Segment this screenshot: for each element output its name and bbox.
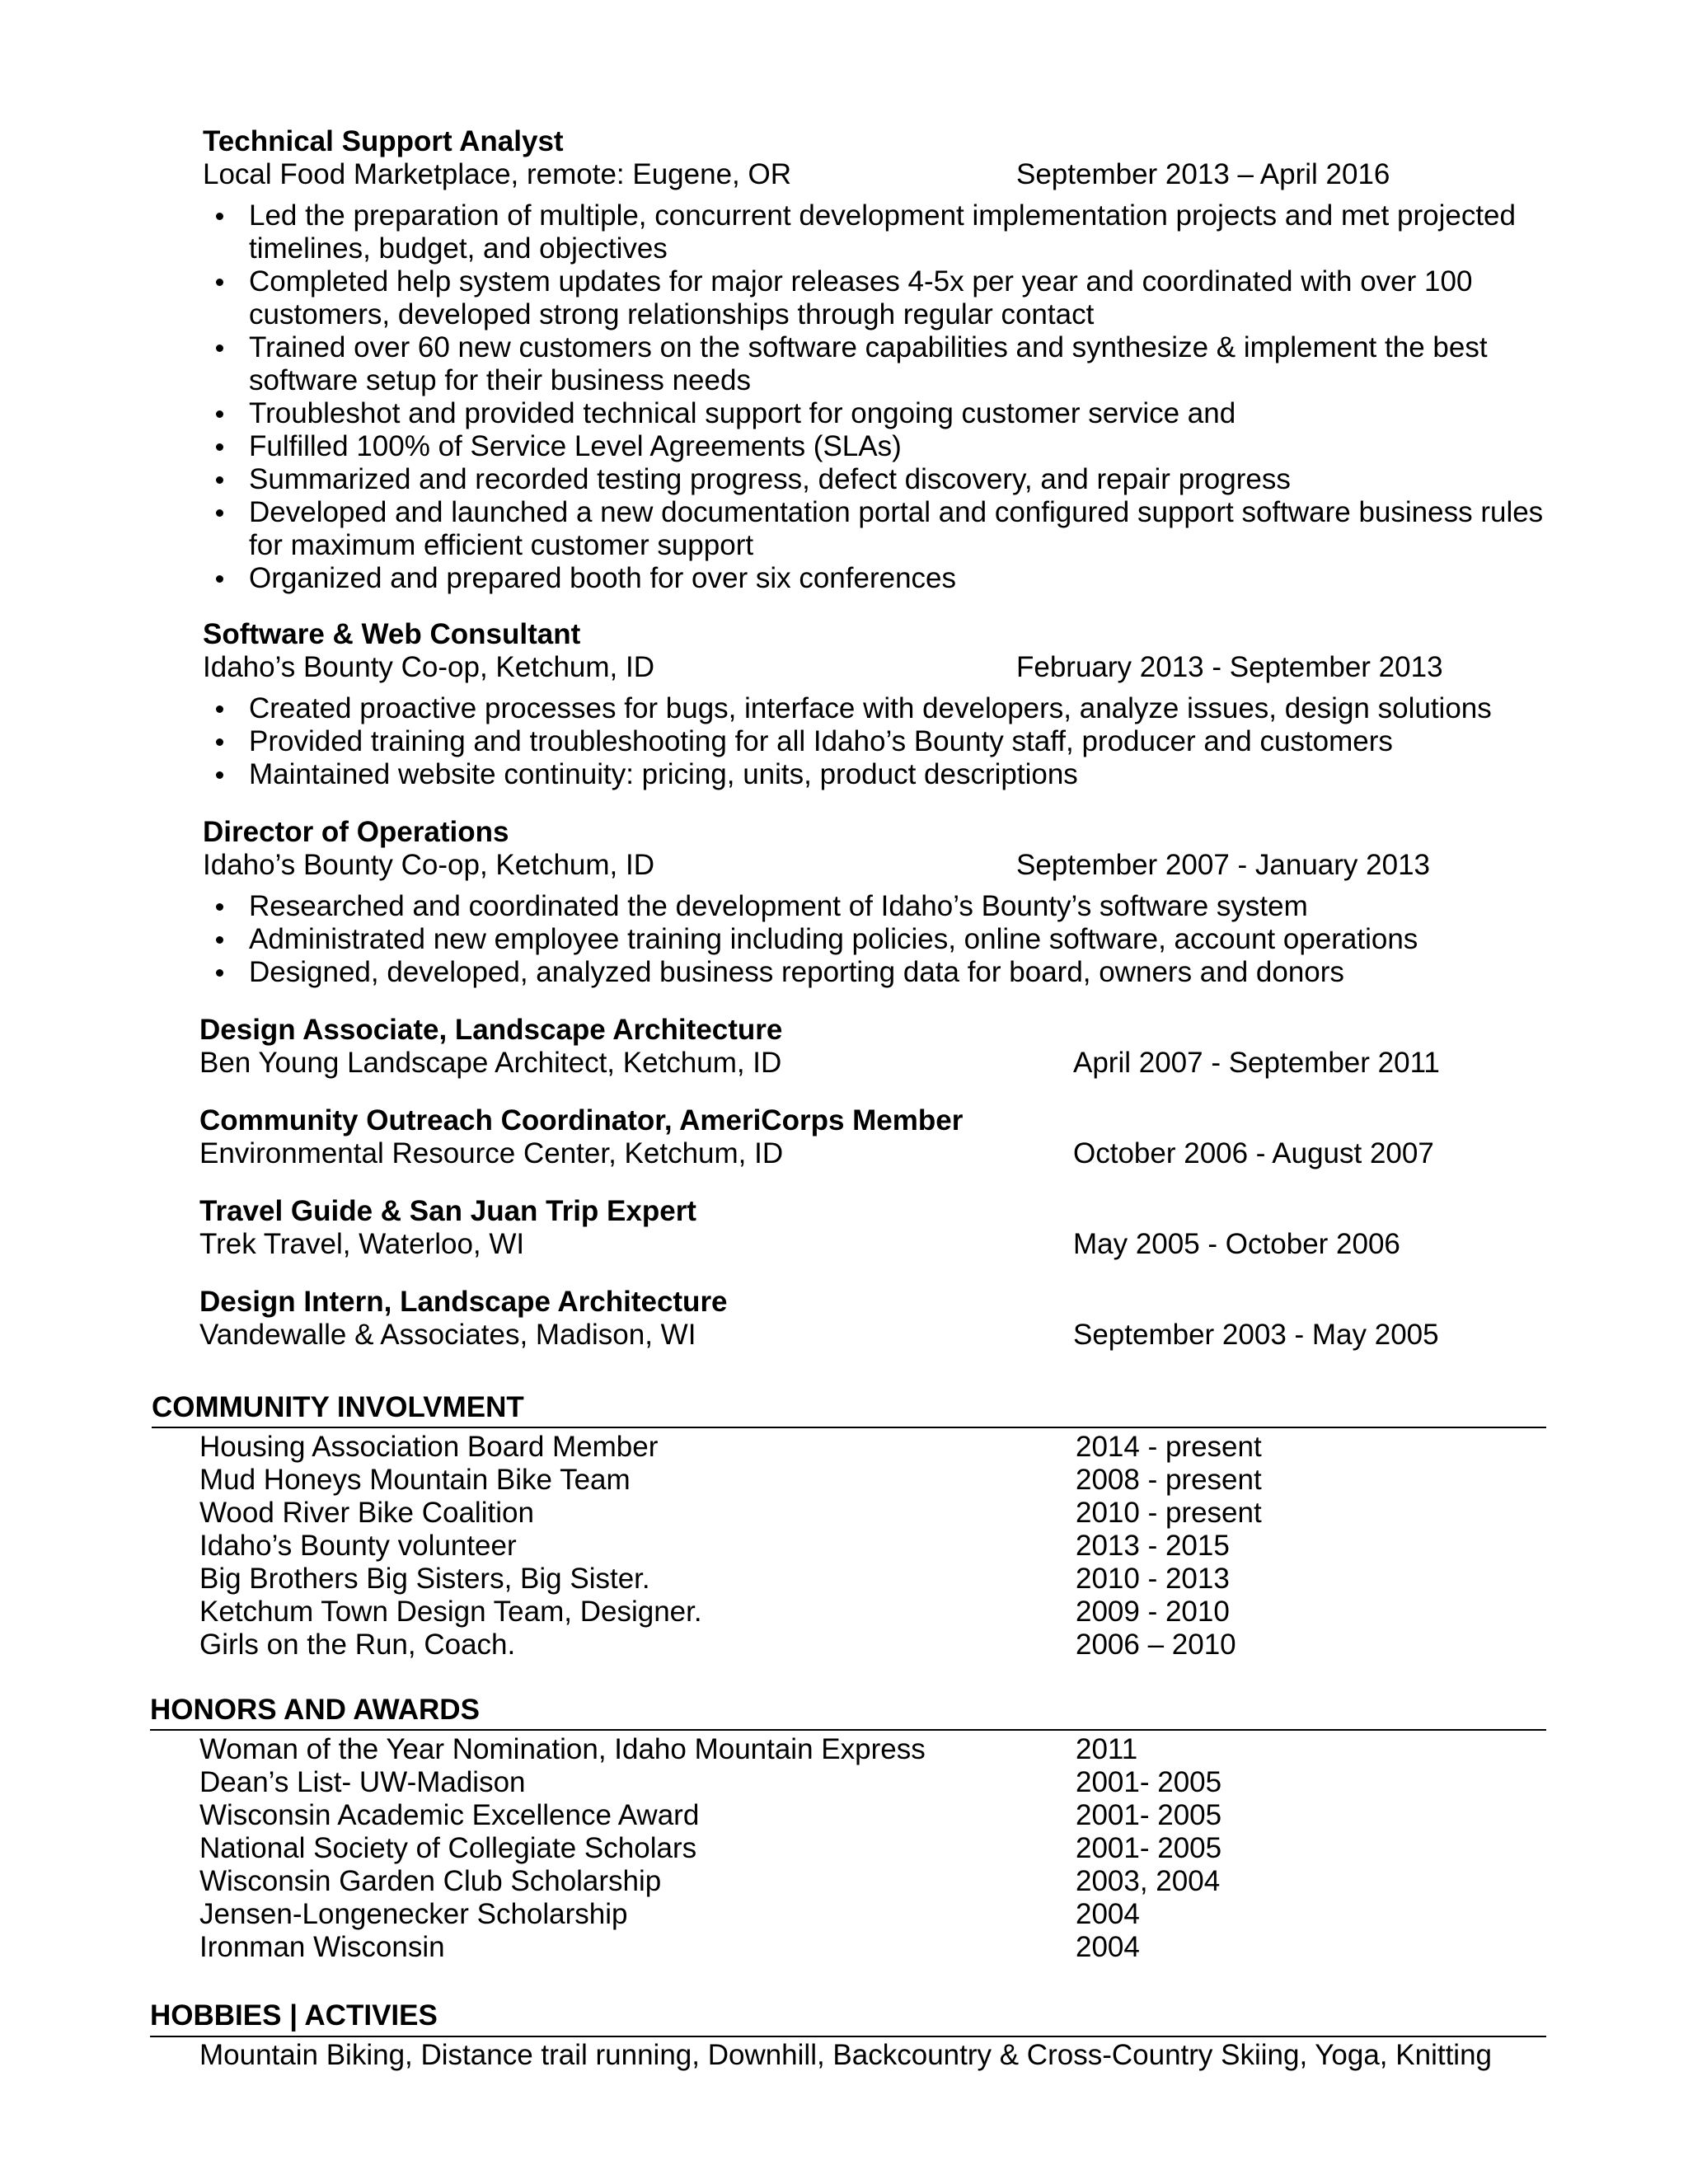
community-name: Wood River Bike Coalition [199, 1497, 534, 1529]
honor-name: Jensen-Longenecker Scholarship [199, 1898, 628, 1930]
section-heading: HOBBIES | ACTIVIES [150, 1999, 438, 2032]
job-org: Environmental Resource Center, Ketchum, ID [199, 1137, 784, 1169]
community-dates: 2008 - present [1076, 1464, 1262, 1496]
honor-dates: 2001- 2005 [1076, 1799, 1222, 1831]
bullet-item: Led the preparation of multiple, concurrent development implementation projects and met projected timelines, budget, and objectives [203, 199, 1554, 265]
job-dates: September 2003 - May 2005 [1073, 1319, 1439, 1351]
section-divider [150, 1729, 1546, 1731]
job-bullets [203, 692, 1587, 791]
bullet-item: Provided training and troubleshooting for all Idaho’s Bounty staff, producer and customers [203, 725, 1587, 758]
job-title: Director of Operations [203, 816, 509, 848]
section-heading: COMMUNITY INVOLVMENT [152, 1391, 524, 1423]
job-dates: May 2005 - October 2006 [1073, 1228, 1400, 1260]
job-title: Software & Web Consultant [203, 618, 581, 650]
section-heading: HONORS AND AWARDS [150, 1694, 480, 1726]
bullet-item: Trained over 60 new customers on the software capabilities and synthesize & implement the best software setup for their business needs [203, 331, 1554, 397]
bullet-item: Summarized and recorded testing progress, defect discovery, and repair progress [203, 463, 1554, 496]
community-dates: 2006 – 2010 [1076, 1629, 1236, 1661]
job-title: Technical Support Analyst [203, 125, 564, 157]
community-dates: 2010 - 2013 [1076, 1563, 1230, 1595]
honor-dates: 2011 [1076, 1733, 1138, 1765]
honor-dates: 2001- 2005 [1076, 1766, 1222, 1798]
job-org: Ben Young Landscape Architect, Ketchum, ID [199, 1047, 782, 1079]
community-name: Housing Association Board Member [199, 1431, 659, 1463]
honor-name: Ironman Wisconsin [199, 1931, 445, 1963]
community-name: Big Brothers Big Sisters, Big Sister. [199, 1563, 650, 1595]
honor-dates: 2001- 2005 [1076, 1832, 1222, 1864]
honor-dates: 2004 [1076, 1931, 1140, 1963]
job-org: Idaho’s Bounty Co-op, Ketchum, ID [203, 849, 654, 881]
community-name: Idaho’s Bounty volunteer [199, 1530, 517, 1562]
job-dates: September 2013 – April 2016 [1016, 158, 1390, 190]
bullet-item: Troubleshot and provided technical support for ongoing customer service and [203, 397, 1554, 430]
community-dates: 2010 - present [1076, 1497, 1262, 1529]
job-title: Design Associate, Landscape Architecture [199, 1014, 783, 1046]
bullet-item: Fulfilled 100% of Service Level Agreements (SLAs) [203, 430, 1554, 463]
bullet-item: Created proactive processes for bugs, interface with developers, analyze issues, design solutions [203, 692, 1587, 725]
honor-dates: 2004 [1076, 1898, 1140, 1930]
honor-name: Wisconsin Academic Excellence Award [199, 1799, 700, 1831]
job-org: Idaho’s Bounty Co-op, Ketchum, ID [203, 651, 654, 683]
job-dates: February 2013 - September 2013 [1016, 651, 1443, 683]
honor-name: Wisconsin Garden Club Scholarship [199, 1865, 662, 1897]
honor-name: Woman of the Year Nomination, Idaho Mountain Express [199, 1733, 926, 1765]
bullet-item: Maintained website continuity: pricing, units, product descriptions [203, 758, 1587, 791]
section-divider [152, 1427, 1546, 1428]
bullet-item: Administrated new employee training including policies, online software, account operations [203, 923, 1587, 956]
community-name: Girls on the Run, Coach. [199, 1629, 516, 1661]
bullet-item: Researched and coordinated the development of Idaho’s Bounty’s software system [203, 890, 1587, 923]
community-name: Mud Honeys Mountain Bike Team [199, 1464, 631, 1496]
job-title: Travel Guide & San Juan Trip Expert [199, 1195, 696, 1227]
hobbies-text: Mountain Biking, Distance trail running, Downhill, Backcountry & Cross-Country Skiing, Yoga, Knitting [199, 2039, 1492, 2071]
job-title: Community Outreach Coordinator, AmeriCorps Member [199, 1104, 964, 1137]
community-dates: 2014 - present [1076, 1431, 1262, 1463]
community-dates: 2009 - 2010 [1076, 1596, 1230, 1628]
job-dates: September 2007 - January 2013 [1016, 849, 1430, 881]
job-org: Vandewalle & Associates, Madison, WI [199, 1319, 696, 1351]
job-title: Design Intern, Landscape Architecture [199, 1286, 728, 1318]
job-bullets [203, 199, 1554, 595]
bullet-item: Developed and launched a new documentation portal and configured support software business rules for maximum efficient customer support [203, 496, 1554, 562]
job-org: Trek Travel, Waterloo, WI [199, 1228, 525, 1260]
job-bullets [203, 890, 1587, 989]
community-name: Ketchum Town Design Team, Designer. [199, 1596, 702, 1628]
job-org: Local Food Marketplace, remote: Eugene, OR [203, 158, 791, 190]
bullet-item: Organized and prepared booth for over six conferences [203, 562, 1554, 595]
honor-name: Dean’s List- UW-Madison [199, 1766, 526, 1798]
community-dates: 2013 - 2015 [1076, 1530, 1230, 1562]
honor-dates: 2003, 2004 [1076, 1865, 1221, 1897]
job-dates: October 2006 - August 2007 [1073, 1137, 1434, 1169]
bullet-item: Completed help system updates for major releases 4-5x per year and coordinated with over 100 customers, developed strong relationships through regular contact [203, 265, 1554, 331]
honor-name: National Society of Collegiate Scholars [199, 1832, 697, 1864]
job-dates: April 2007 - September 2011 [1073, 1047, 1440, 1079]
section-divider [150, 2036, 1546, 2037]
bullet-item: Designed, developed, analyzed business reporting data for board, owners and donors [203, 956, 1587, 989]
